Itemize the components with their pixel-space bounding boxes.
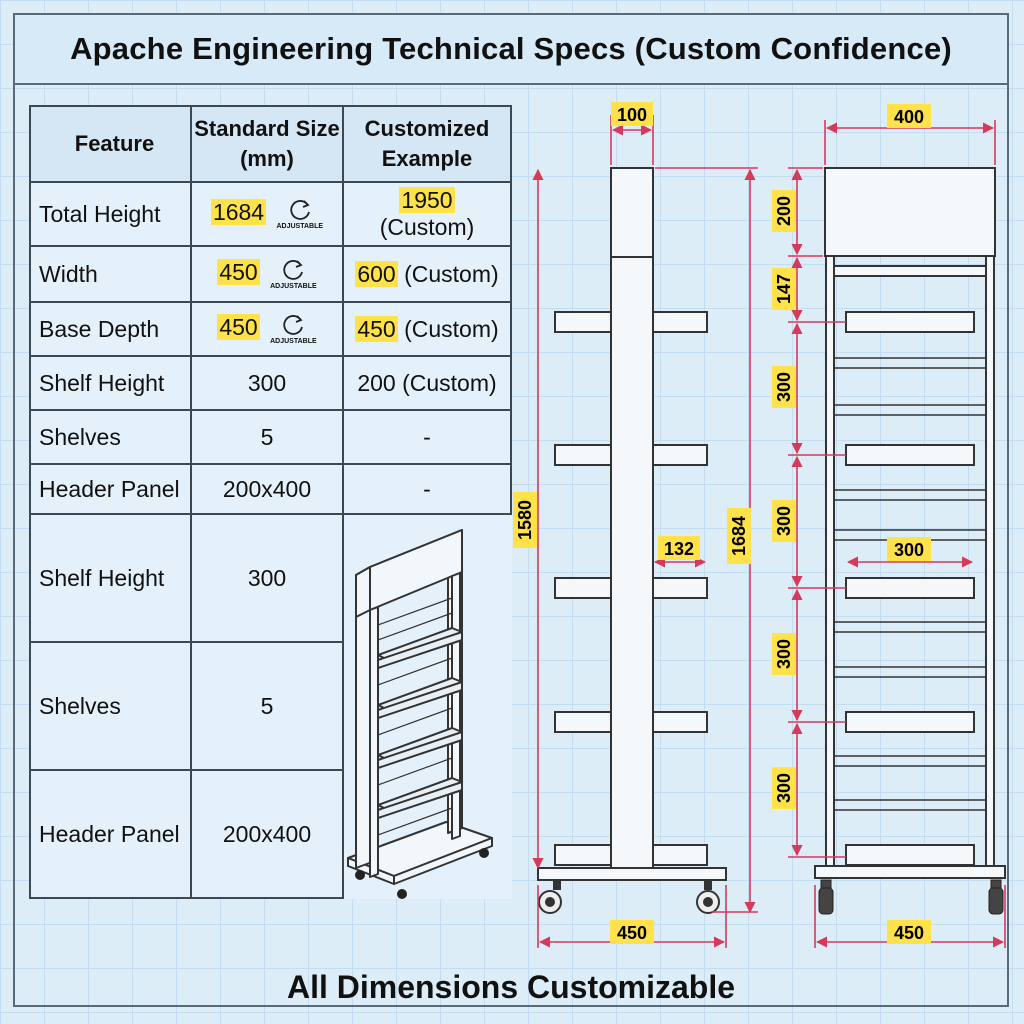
header-standard: Standard Size (mm) (191, 106, 343, 182)
adjustable-label: ADJUSTABLE (270, 338, 317, 345)
dim-base-width-side: 450 (616, 923, 648, 943)
custom-note: (Custom) (404, 260, 499, 287)
dim-height-right: 1684 (729, 515, 749, 557)
feature-cell: Shelf Height (30, 514, 191, 642)
standard-cell: 5 (191, 410, 343, 464)
dim-shelf-spacing-4: 300 (774, 772, 794, 804)
dim-shelf-spacing-2: 300 (774, 505, 794, 537)
dim-gap-height: 147 (774, 273, 794, 305)
dim-header-height: 200 (774, 195, 794, 227)
standard-cell: 300 (191, 356, 343, 410)
custom-note: (Custom) (404, 315, 499, 342)
dim-top-width: 100 (616, 105, 648, 125)
caster-icon (819, 880, 1003, 914)
dim-shelf-width: 300 (893, 540, 925, 560)
feature-cell: Base Depth (30, 302, 191, 356)
custom-value: 450 (357, 315, 396, 342)
feature-cell: Shelves (30, 410, 191, 464)
caster-icon (539, 891, 719, 913)
custom-cell: 200 (Custom) (343, 356, 511, 410)
feature-cell: Width (30, 246, 191, 302)
standard-value: 450 (219, 314, 258, 341)
dim-height-left: 1580 (515, 499, 535, 541)
dim-base-width-front: 450 (893, 923, 925, 943)
standard-cell: 200x400 (191, 770, 343, 898)
standard-value: 450 (219, 259, 258, 286)
side-view (513, 102, 758, 948)
adjustable-label: ADJUSTABLE (276, 223, 324, 230)
standard-cell: 5 (191, 642, 343, 770)
standard-value: 1684 (212, 199, 265, 226)
adjustable-label: ADJUSTABLE (270, 283, 317, 290)
custom-value: 600 (357, 260, 396, 287)
dim-header-width: 400 (893, 107, 925, 127)
header-custom: Customized Example (343, 106, 511, 182)
custom-cell: - (343, 464, 511, 514)
feature-cell: Total Height (30, 182, 191, 246)
feature-cell: Shelves (30, 642, 191, 770)
standard-cell: 300 (191, 514, 343, 642)
dim-shelf-spacing-3: 300 (774, 638, 794, 670)
footer-caption: All Dimensions Customizable (286, 968, 736, 1005)
feature-cell: Header Panel (30, 464, 191, 514)
custom-note: (Custom) (379, 214, 475, 240)
header-feature: Feature (30, 106, 191, 182)
feature-cell: Header Panel (30, 770, 191, 898)
standard-cell: 200x400 (191, 464, 343, 514)
feature-cell: Shelf Height (30, 356, 191, 410)
dim-shelf-spacing-1: 300 (774, 371, 794, 403)
dim-shelf-depth: 132 (663, 539, 695, 559)
front-view (772, 104, 1005, 948)
custom-cell: - (343, 410, 511, 464)
custom-value: 1950 (401, 187, 453, 213)
page-title: Apache Engineering Technical Specs (Custom Confidence) (15, 15, 1007, 85)
